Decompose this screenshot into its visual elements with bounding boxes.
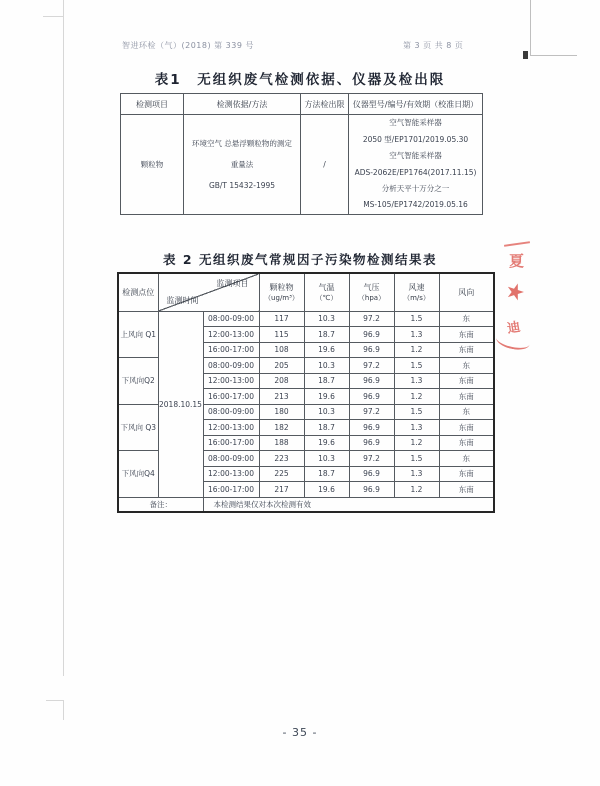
temp-value: 18.7 — [304, 327, 349, 343]
pm-value: 217 — [259, 482, 304, 498]
table-row — [118, 311, 494, 327]
speed-value: 1.2 — [394, 389, 439, 405]
temp-value: 10.3 — [304, 358, 349, 374]
pm-value: 115 — [259, 327, 304, 343]
seal-character-icon: 迪 — [506, 319, 522, 337]
time-slot: 16:00-17:00 — [203, 389, 259, 405]
dir-value: 东南 — [439, 327, 494, 343]
dir-value: 东 — [439, 311, 494, 327]
pm-value: 117 — [259, 311, 304, 327]
pm-value: 223 — [259, 451, 304, 467]
table1-header-row — [121, 94, 483, 115]
page-number: - 35 - — [282, 726, 318, 739]
cell-item: 颗粒物 — [121, 115, 184, 215]
temp-value: 19.6 — [304, 482, 349, 498]
col-header-wind-speed: 风速 （m/s） — [394, 273, 439, 311]
speed-value: 1.2 — [394, 482, 439, 498]
pressure-value: 97.2 — [349, 404, 394, 420]
col-header-pressure: 气压 （hpa） — [349, 273, 394, 311]
speed-value: 1.3 — [394, 420, 439, 436]
monitoring-date: 2018.10.15 — [158, 311, 203, 497]
dir-value: 东南 — [439, 420, 494, 436]
temp-value: 10.3 — [304, 404, 349, 420]
pm-value: 108 — [259, 342, 304, 358]
diagonal-header-cell — [158, 273, 259, 311]
dir-value: 东南 — [439, 435, 494, 451]
col-header-wind-dir: 风向 — [439, 273, 494, 311]
dir-value: 东南 — [439, 373, 494, 389]
seal-star-icon: ★ — [501, 277, 529, 308]
col-header-instrument: 仪器型号/编号/有效期（校准日期） — [349, 94, 483, 115]
temp-value: 19.6 — [304, 389, 349, 405]
cell-detection-limit: / — [301, 115, 349, 215]
speed-value: 1.5 — [394, 358, 439, 374]
paper-edge-top-left — [43, 16, 63, 17]
pm-value: 188 — [259, 435, 304, 451]
speed-value: 1.5 — [394, 451, 439, 467]
table2-title: 表 2 无组织废气常规因子污染物检测结果表 — [163, 252, 437, 267]
pressure-value: 96.9 — [349, 342, 394, 358]
method-line: GB/T 15432-1995 — [208, 181, 276, 190]
temp-value: 10.3 — [304, 311, 349, 327]
instrument-line: 空气智能采样器 — [389, 118, 442, 128]
pressure-value: 96.9 — [349, 420, 394, 436]
pressure-value: 96.9 — [349, 373, 394, 389]
speed-value: 1.2 — [394, 342, 439, 358]
report-number: 智进环检（气）(2018) 第 339 号 — [122, 41, 254, 50]
paper-edge-bottom-left-h — [46, 700, 63, 701]
pm-value: 180 — [259, 404, 304, 420]
pressure-value: 97.2 — [349, 311, 394, 327]
pressure-value: 96.9 — [349, 435, 394, 451]
remark-text: 本检测结果仅对本次检测有效 — [203, 497, 494, 512]
pressure-value: 97.2 — [349, 358, 394, 374]
col-header-method: 检测依据/方法 — [184, 94, 301, 115]
col-header-limit: 方法检出限 — [301, 94, 349, 115]
instrument-line: 空气智能采样器 — [389, 151, 442, 161]
dir-value: 东南 — [439, 466, 494, 482]
dir-value: 东 — [439, 404, 494, 420]
dir-value: 东南 — [439, 482, 494, 498]
dir-value: 东 — [439, 358, 494, 374]
remark-label: 备注： — [118, 497, 203, 512]
temp-value: 18.7 — [304, 466, 349, 482]
time-slot: 16:00-17:00 — [203, 482, 259, 498]
time-slot: 08:00-09:00 — [203, 358, 259, 374]
table1-detection-basis — [120, 93, 483, 215]
monitoring-point: 下风向Q2 — [118, 358, 158, 405]
col-header-temp: 气温 （℃） — [304, 273, 349, 311]
time-slot: 16:00-17:00 — [203, 342, 259, 358]
col-header-item: 检测项目 — [121, 94, 184, 115]
method-line: 环境空气 总悬浮颗粒物的测定 — [192, 139, 292, 148]
pm-value: 225 — [259, 466, 304, 482]
time-slot: 08:00-09:00 — [203, 404, 259, 420]
pm-value: 182 — [259, 420, 304, 436]
speed-value: 1.2 — [394, 435, 439, 451]
monitoring-point: 上风向 Q1 — [118, 311, 158, 358]
page-indicator: 第 3 页 共 8 页 — [403, 41, 464, 50]
pressure-value: 97.2 — [349, 451, 394, 467]
time-slot: 12:00-13:00 — [203, 420, 259, 436]
pressure-value: 96.9 — [349, 466, 394, 482]
table1-title: 表1 无组织废气检测依据、仪器及检出限 — [154, 72, 446, 88]
seal-fragment-icon — [504, 241, 530, 247]
instrument-line: 2050 型/EP1701/2019.05.30 — [362, 134, 469, 144]
table2-header-row — [118, 273, 494, 311]
time-slot: 16:00-17:00 — [203, 435, 259, 451]
paper-edge-top-right — [530, 55, 577, 56]
speed-value: 1.5 — [394, 311, 439, 327]
seal-character-icon: 夏 — [509, 252, 525, 270]
temp-value: 18.7 — [304, 420, 349, 436]
dir-value: 东南 — [439, 342, 494, 358]
paper-edge-left — [63, 0, 64, 676]
speed-value: 1.3 — [394, 466, 439, 482]
speed-value: 1.3 — [394, 327, 439, 343]
document-header — [0, 40, 600, 54]
instrument-line: 分析天平十万分之一 — [381, 183, 450, 193]
dir-value: 东 — [439, 451, 494, 467]
instrument-line: ADS-2062E/EP1764(2017.11.15) — [354, 167, 477, 177]
pm-value: 213 — [259, 389, 304, 405]
temp-value: 18.7 — [304, 373, 349, 389]
method-line: 重量法 — [230, 160, 254, 169]
time-slot: 12:00-13:00 — [203, 466, 259, 482]
monitoring-point: 下风向Q4 — [118, 451, 158, 498]
diag-label-time: 监测时间 — [166, 295, 199, 305]
temp-value: 19.6 — [304, 342, 349, 358]
time-slot: 08:00-09:00 — [203, 451, 259, 467]
pressure-value: 96.9 — [349, 482, 394, 498]
table1-data-row — [121, 115, 483, 215]
time-slot: 12:00-13:00 — [203, 327, 259, 343]
seal-arc-icon — [495, 330, 532, 353]
pressure-value: 96.9 — [349, 389, 394, 405]
cell-method — [184, 115, 301, 215]
speed-value: 1.3 — [394, 373, 439, 389]
remark-row — [118, 497, 494, 512]
monitoring-point: 下风向 Q3 — [118, 404, 158, 451]
pm-value: 208 — [259, 373, 304, 389]
time-slot: 12:00-13:00 — [203, 373, 259, 389]
col-header-point: 检测点位 — [118, 273, 158, 311]
col-header-particulate: 颗粒物 （ug/m³） — [259, 273, 304, 311]
instrument-line: MS-105/EP1742/2019.05.16 — [363, 200, 468, 210]
pressure-value: 96.9 — [349, 327, 394, 343]
paper-edge-bottom-left-v — [63, 700, 64, 720]
temp-value: 19.6 — [304, 435, 349, 451]
table2-results — [117, 272, 495, 513]
speed-value: 1.5 — [394, 404, 439, 420]
pm-value: 205 — [259, 358, 304, 374]
dir-value: 东南 — [439, 389, 494, 405]
diag-label-item: 监测项目 — [216, 279, 249, 288]
temp-value: 10.3 — [304, 451, 349, 467]
cell-instrument — [349, 115, 483, 215]
time-slot: 08:00-09:00 — [203, 311, 259, 327]
